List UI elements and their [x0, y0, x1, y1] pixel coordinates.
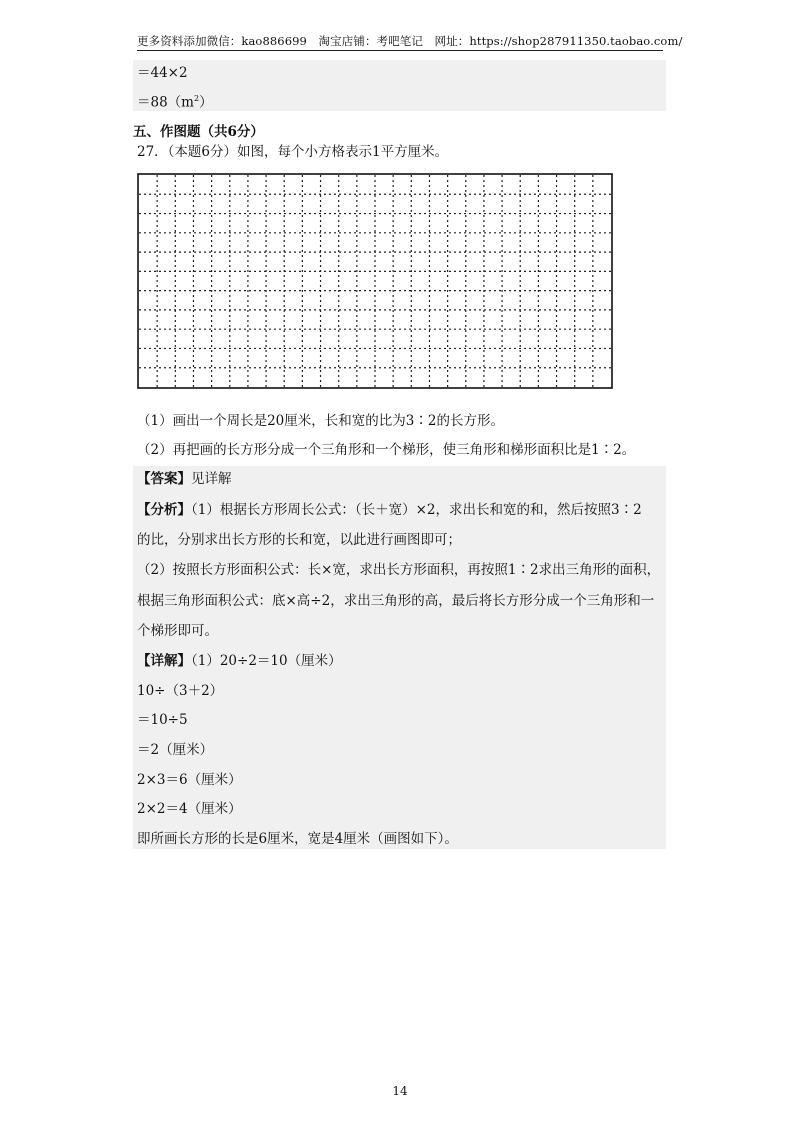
detail-line-5: 2×3＝6（厘米） — [137, 772, 242, 788]
analysis-label: 【分析】 — [137, 502, 191, 518]
calc-line-2-sup: 2 — [193, 94, 200, 103]
section-title: 五、作图题（共6分） — [133, 124, 264, 140]
answer-text: 见详解 — [191, 471, 232, 487]
grid-lines — [139, 175, 611, 387]
calc-line-2-prefix: ＝88（m — [137, 94, 194, 111]
task-1: （1）画出一个周长是20厘米，长和宽的比为3∶2的长方形。 — [137, 413, 504, 429]
detail-label: 【详解】 — [137, 653, 191, 669]
grid-svg — [137, 173, 613, 389]
calc-line-1: ＝44×2 — [137, 65, 188, 81]
detail-line-4: ＝2（厘米） — [137, 742, 214, 758]
detail-line-6: 2×2＝4（厘米） — [137, 801, 242, 817]
detail-line-3: ＝10÷5 — [137, 712, 188, 728]
page-number: 14 — [392, 1084, 408, 1098]
answer-label: 【答案】 — [137, 471, 191, 487]
grid-figure — [137, 173, 613, 389]
analysis-line-3: （2）按照长方形面积公式：长×宽，求出长方形面积，再按照1∶2求出三角形的面积， — [137, 562, 661, 578]
page-header: 更多资料添加微信：kao886699 淘宝店铺：考吧笔记 网址：https://shop287911350.taobao.com/ — [137, 34, 663, 51]
answer-line — [137, 469, 232, 489]
calc-background — [133, 60, 666, 111]
analysis-text-1: （1）根据长方形周长公式：（长＋宽）×2，求出长和宽的和，然后按照3∶2 — [191, 502, 642, 518]
question-text: 27．（本题6分）如图，每个小方格表示1平方厘米。 — [137, 144, 449, 160]
analysis-line-1 — [137, 500, 642, 520]
analysis-line-5: 个梯形即可。 — [137, 623, 218, 639]
detail-line-2: 10÷（3＋2） — [137, 683, 224, 699]
detail-line-7: 即所画长方形的长是6厘米，宽是4厘米（画图如下）。 — [137, 831, 458, 847]
task-2: （2）再把画的长方形分成一个三角形和一个梯形，使三角形和梯形面积比是1∶2。 — [137, 442, 636, 458]
calc-line-2-suffix: ） — [199, 94, 213, 111]
calc-line-2 — [137, 89, 213, 113]
detail-text-1: （1）20÷2＝10（厘米） — [191, 653, 342, 669]
analysis-line-4: 根据三角形面积公式：底×高÷2，求出三角形的高，最后将长方形分成一个三角形和一 — [137, 593, 655, 609]
detail-line-1 — [137, 651, 342, 671]
analysis-line-2: 的比，分别求出长方形的长和宽，以此进行画图即可； — [137, 532, 461, 548]
